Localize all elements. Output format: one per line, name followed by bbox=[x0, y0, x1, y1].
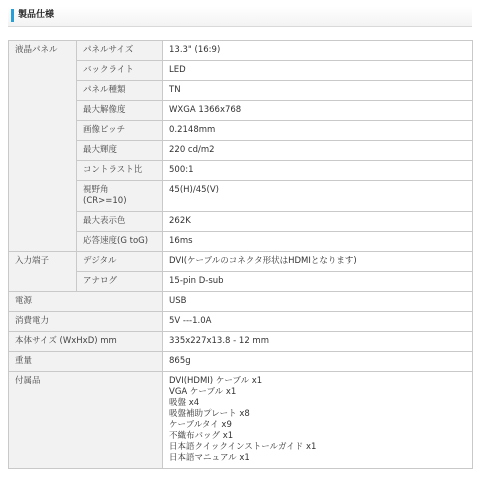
label-cell: 重量 bbox=[9, 352, 163, 372]
key-cell: 応答速度(G toG) bbox=[77, 232, 163, 252]
value-cell: WXGA 1366x768 bbox=[163, 101, 473, 121]
table-row bbox=[9, 272, 473, 292]
key-cell: コントラスト比 bbox=[77, 161, 163, 181]
value-cell: 335x227x13.8 - 12 mm bbox=[163, 332, 473, 352]
table-row bbox=[9, 121, 473, 141]
label-cell: 消費電力 bbox=[9, 312, 163, 332]
label-cell: 電源 bbox=[9, 292, 163, 312]
table-row bbox=[9, 252, 473, 272]
key-cell: パネル種類 bbox=[77, 81, 163, 101]
text-line: (CR>=10) bbox=[83, 196, 127, 206]
key-cell: デジタル bbox=[77, 252, 163, 272]
table-row bbox=[9, 212, 473, 232]
text-line: 吸盤 x4 bbox=[169, 398, 200, 408]
key-cell bbox=[77, 181, 163, 212]
text-line: VGA ケーブル x1 bbox=[169, 387, 237, 397]
key-cell: アナログ bbox=[77, 272, 163, 292]
category-cell: 入力端子 bbox=[9, 252, 77, 292]
key-cell: 最大解像度 bbox=[77, 101, 163, 121]
key-cell: パネルサイズ bbox=[77, 41, 163, 61]
label-cell: 本体サイズ (WxHxD) mm bbox=[9, 332, 163, 352]
value-cell: 13.3" (16:9) bbox=[163, 41, 473, 61]
heading-accent-bar bbox=[11, 9, 14, 22]
value-cell: 5V ---1.0A bbox=[163, 312, 473, 332]
table-row bbox=[9, 41, 473, 61]
value-cell: 220 cd/m2 bbox=[163, 141, 473, 161]
value-cell: 500:1 bbox=[163, 161, 473, 181]
value-cell: TN bbox=[163, 81, 473, 101]
text-line: 吸盤補助プレート x8 bbox=[169, 409, 250, 419]
table-row bbox=[9, 292, 473, 312]
table-row bbox=[9, 232, 473, 252]
value-cell bbox=[163, 372, 473, 469]
text-line: ケーブルタイ x9 bbox=[169, 420, 232, 430]
text-line: DVI(HDMI) ケーブル x1 bbox=[169, 376, 263, 386]
category-cell: 液晶パネル bbox=[9, 41, 77, 252]
section-title: 製品仕様 bbox=[18, 10, 55, 20]
spec-table bbox=[8, 40, 473, 469]
table-row bbox=[9, 312, 473, 332]
value-cell: 865g bbox=[163, 352, 473, 372]
table-row bbox=[9, 181, 473, 212]
value-cell: 15-pin D-sub bbox=[163, 272, 473, 292]
key-cell: 最大輝度 bbox=[77, 141, 163, 161]
label-cell: 付属品 bbox=[9, 372, 163, 469]
key-cell: 最大表示色 bbox=[77, 212, 163, 232]
key-cell: 画像ピッチ bbox=[77, 121, 163, 141]
table-row bbox=[9, 81, 473, 101]
table-row bbox=[9, 372, 473, 469]
text-line: 不織布バッグ x1 bbox=[169, 431, 234, 441]
table-row bbox=[9, 61, 473, 81]
value-cell: 45(H)/45(V) bbox=[163, 181, 473, 212]
value-cell: 16ms bbox=[163, 232, 473, 252]
text-line: 視野角 bbox=[83, 185, 109, 195]
table-row bbox=[9, 161, 473, 181]
key-cell: バックライト bbox=[77, 61, 163, 81]
table-row bbox=[9, 332, 473, 352]
value-cell: LED bbox=[163, 61, 473, 81]
table-row bbox=[9, 141, 473, 161]
text-line: 日本語マニュアル x1 bbox=[169, 453, 250, 463]
value-cell: 0.2148mm bbox=[163, 121, 473, 141]
text-line: 日本語クイックインストールガイド x1 bbox=[169, 442, 317, 452]
value-cell: USB bbox=[163, 292, 473, 312]
table-row bbox=[9, 101, 473, 121]
section-heading bbox=[8, 6, 472, 27]
value-cell: DVI(ケーブルのコネクタ形状はHDMIとなります) bbox=[163, 252, 473, 272]
table-row bbox=[9, 352, 473, 372]
value-cell: 262K bbox=[163, 212, 473, 232]
